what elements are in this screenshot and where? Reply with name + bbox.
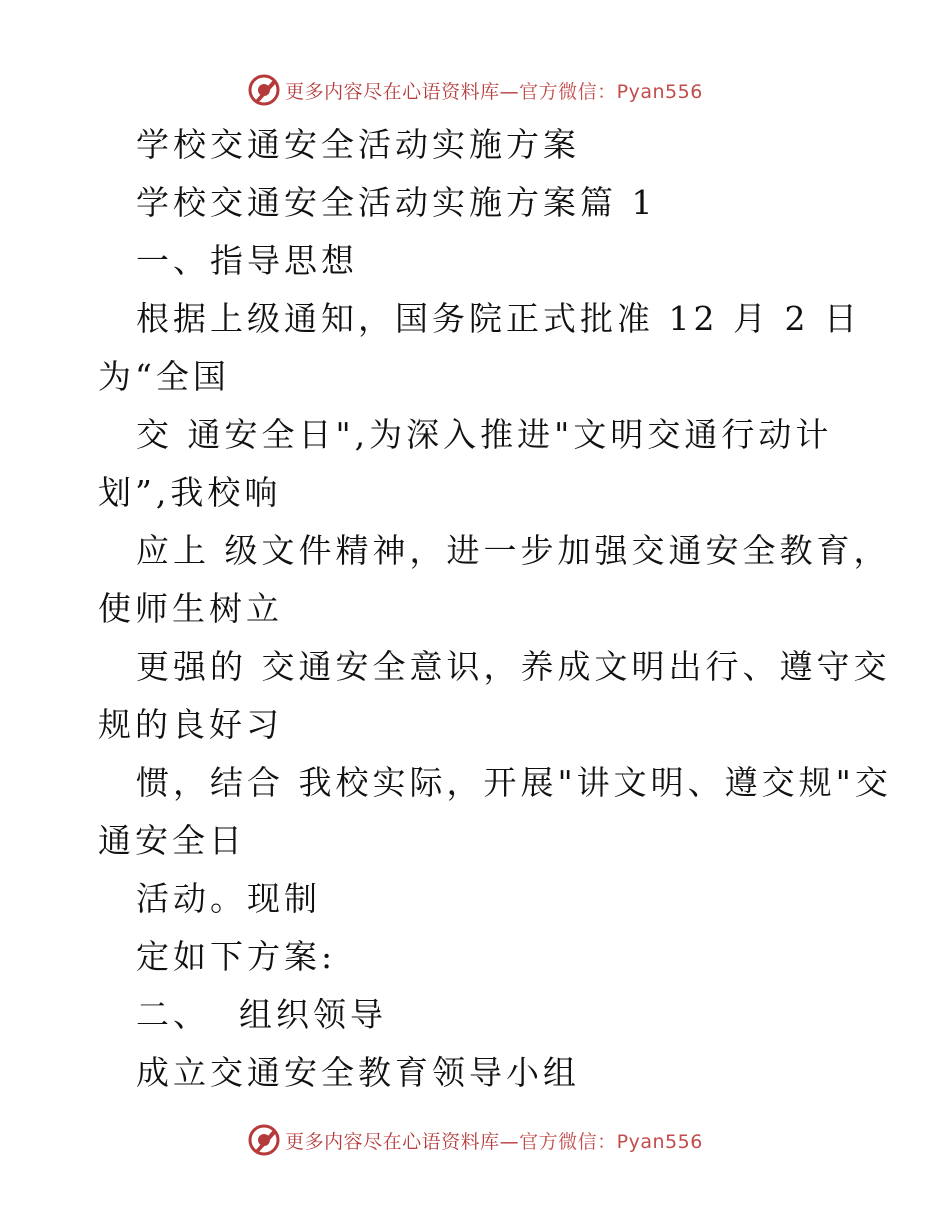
paragraph-line: 定如下方案: bbox=[136, 937, 337, 976]
paragraph-line: 划”,我校响 bbox=[98, 473, 282, 512]
subsection-heading-organization: 二、 组织领导 bbox=[136, 995, 387, 1034]
paragraph-line: 惯，结合 我校实际，开展"讲文明、遵交规"交 bbox=[136, 763, 892, 802]
paragraph-line: 根据上级通知，国务院正式批准 12 月 2 日 bbox=[136, 299, 861, 338]
paragraph-line: 成立交通安全教育领导小组 bbox=[136, 1053, 580, 1092]
quill-seal-icon bbox=[247, 73, 281, 107]
watermark-main-text: 更多内容尽在心语资料库 bbox=[285, 1130, 500, 1153]
paragraph-line: 应上 级文件精神，进一步加强交通安全教育， bbox=[136, 531, 891, 570]
subsection-heading-guiding-ideology: 一、指导思想 bbox=[136, 241, 358, 280]
paragraph-line: 规的良好习 bbox=[98, 705, 283, 744]
quill-seal-icon bbox=[247, 1123, 281, 1157]
watermark-main-text: 更多内容尽在心语资料库 bbox=[285, 80, 500, 103]
paragraph-line: 使师生树立 bbox=[98, 589, 283, 628]
paragraph-line: 活动。现制 bbox=[136, 879, 321, 918]
watermark-wechat-text: 官方微信：Pyan556 bbox=[519, 80, 703, 103]
paragraph-line: 更强的 交通安全意识，养成文明出行、遵守交 bbox=[136, 647, 891, 686]
paragraph-line: 交 通安全日",为深入推进"文明交通行动计 bbox=[136, 415, 833, 454]
watermark-separator: — bbox=[499, 1130, 520, 1153]
document-title: 学校交通安全活动实施方案 bbox=[136, 125, 580, 164]
watermark-separator: — bbox=[499, 80, 520, 103]
header-watermark bbox=[0, 70, 950, 110]
section-heading: 学校交通安全活动实施方案篇 1 bbox=[136, 183, 657, 222]
watermark-wechat-text: 官方微信：Pyan556 bbox=[519, 1130, 703, 1153]
paragraph-line: 为“全国 bbox=[98, 357, 230, 396]
paragraph-line: 通安全日 bbox=[98, 821, 246, 860]
footer-watermark bbox=[0, 1120, 950, 1160]
